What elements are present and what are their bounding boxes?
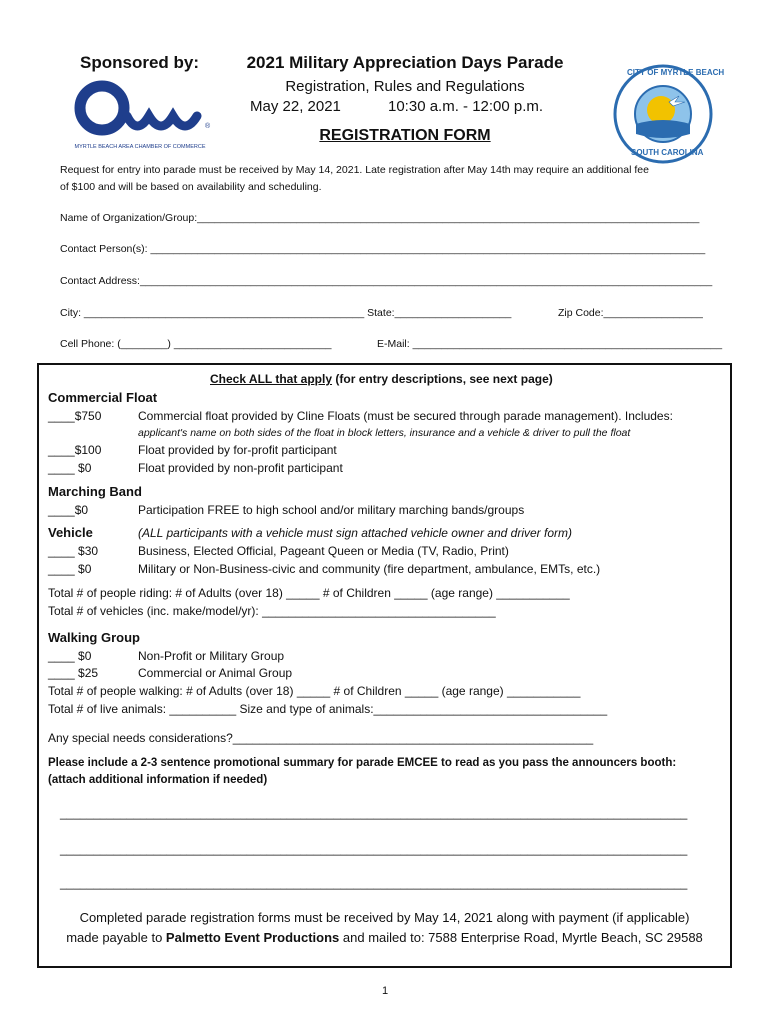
city-seal-top-text: CITY OF MYRTLE BEACH (627, 68, 725, 77)
float-100-checkbox[interactable]: ____$100 (48, 443, 102, 457)
contact-address-field[interactable]: Contact Address:__________________________________________________________________________________________________ (60, 275, 713, 287)
page-title: 2021 Military Appreciation Days Parade (246, 53, 564, 72)
float-note: applicant's name on both sides of the float in block letters, insurance and a vehicle & driver to pull the float (138, 427, 631, 439)
city-seal (613, 64, 725, 164)
vehicle-30-checkbox[interactable]: ____ $30 (48, 544, 99, 558)
float-750-checkbox[interactable]: ____$750 (48, 409, 102, 423)
vehicle-0-checkbox[interactable]: ____ $0 (48, 562, 92, 576)
footer-line-2 (37, 930, 732, 945)
float-100-desc: Float provided by for-profit participant (138, 443, 337, 457)
emcee-instruction-2: (attach additional information if needed) (48, 774, 268, 786)
vehicle-count-field[interactable]: Total # of vehicles (inc. make/model/yr): ___________________________________ (48, 604, 496, 618)
check-all-header-rest: (for entry descriptions, see next page) (332, 372, 553, 386)
organization-field[interactable]: Name of Organization/Group:______________________________________________________________________________________ (60, 212, 700, 224)
footer-post: and mailed to: 7588 Enterprise Road, Myrtle Beach, SC 29588 (339, 930, 703, 945)
event-time: 10:30 a.m. - 12:00 p.m. (388, 98, 544, 115)
walking-25-desc: Commercial or Animal Group (138, 666, 293, 680)
vehicle-note: (ALL participants with a vehicle must sign attached vehicle owner and driver form) (138, 526, 572, 540)
marching-band-title: Marching Band (48, 484, 142, 499)
band-0-checkbox[interactable]: ____$0 (48, 503, 89, 517)
intro-line-2: of $100 and will be based on availability and scheduling. (60, 181, 322, 193)
walking-0-desc: Non-Profit or Military Group (138, 649, 285, 663)
vehicle-0-desc: Military or Non-Business-civic and community (fire department, ambulance, EMTs, etc.) (138, 562, 601, 576)
walking-0-checkbox[interactable]: ____ $0 (48, 649, 92, 663)
check-all-header-bold: Check ALL that apply (210, 372, 333, 386)
commercial-float-title: Commercial Float (48, 390, 158, 405)
vehicle-title: Vehicle (48, 525, 93, 540)
page-number: 1 (381, 985, 389, 997)
footer-pre: made payable to (66, 930, 166, 945)
sponsored-by-label: Sponsored by: (80, 53, 200, 72)
float-0-checkbox[interactable]: ____ $0 (48, 461, 92, 475)
walking-group-title: Walking Group (48, 630, 140, 645)
intro-line-1: Request for entry into parade must be received by May 14, 2021. Late registration after May 14th may require an additional fee (60, 164, 649, 176)
form-title: REGISTRATION FORM (319, 127, 491, 144)
float-750-desc: Commercial float provided by Cline Floats (must be secured through parade management). Includes: (138, 409, 673, 423)
chamber-logo-text: MYRTLE BEACH AREA CHAMBER OF COMMERCE (74, 144, 206, 150)
riding-count-field[interactable]: Total # of people riding: # of Adults (over 18) _____ # of Children _____ (age range) ___________ (48, 586, 570, 600)
walking-count-field[interactable]: Total # of people walking: # of Adults (over 18) _____ # of Children _____ (age range) ___________ (48, 684, 581, 698)
subtitle: Registration, Rules and Regulations (285, 78, 525, 95)
contact-person-field[interactable]: Contact Person(s): _______________________________________________________________________________________________ (60, 243, 706, 255)
zip-code-field[interactable]: Zip Code:_________________ (558, 307, 703, 319)
city-state-field[interactable]: City: ________________________________________________ State:____________________ (60, 307, 512, 319)
emcee-instruction-1: Please include a 2-3 sentence promotional summary for parade EMCEE to read as you pass the announcers booth: (48, 757, 677, 769)
footer-line-1: Completed parade registration forms must be received by May 14, 2021 along with payment (if applicable) (79, 910, 690, 925)
emcee-line-3[interactable]: ______________________________________________________________________________________________ (60, 876, 688, 890)
walking-25-checkbox[interactable]: ____ $25 (48, 666, 99, 680)
chamber-logo (65, 78, 215, 158)
emcee-line-1[interactable]: ______________________________________________________________________________________________ (60, 806, 688, 820)
emcee-line-2[interactable]: ______________________________________________________________________________________________ (60, 842, 688, 856)
svg-text:®: ® (205, 123, 211, 130)
email-field[interactable]: E-Mail: _____________________________________________________ (377, 338, 723, 350)
vehicle-30-desc: Business, Elected Official, Pageant Queen or Media (TV, Radio, Print) (138, 544, 509, 558)
special-needs-field[interactable]: Any special needs considerations?______________________________________________________ (48, 731, 594, 745)
animals-field[interactable]: Total # of live animals: __________ Size and type of animals:___________________________________ (48, 702, 608, 716)
cell-phone-field[interactable]: Cell Phone: (________) ___________________________ (60, 338, 332, 350)
city-seal-bottom-text: SOUTH CAROLINA (631, 148, 704, 157)
event-date: May 22, 2021 (250, 98, 341, 115)
band-0-desc: Participation FREE to high school and/or military marching bands/groups (138, 503, 525, 517)
check-all-header (210, 372, 553, 386)
float-0-desc: Float provided by non-profit participant (138, 461, 343, 475)
footer-payee: Palmetto Event Productions (165, 930, 340, 945)
